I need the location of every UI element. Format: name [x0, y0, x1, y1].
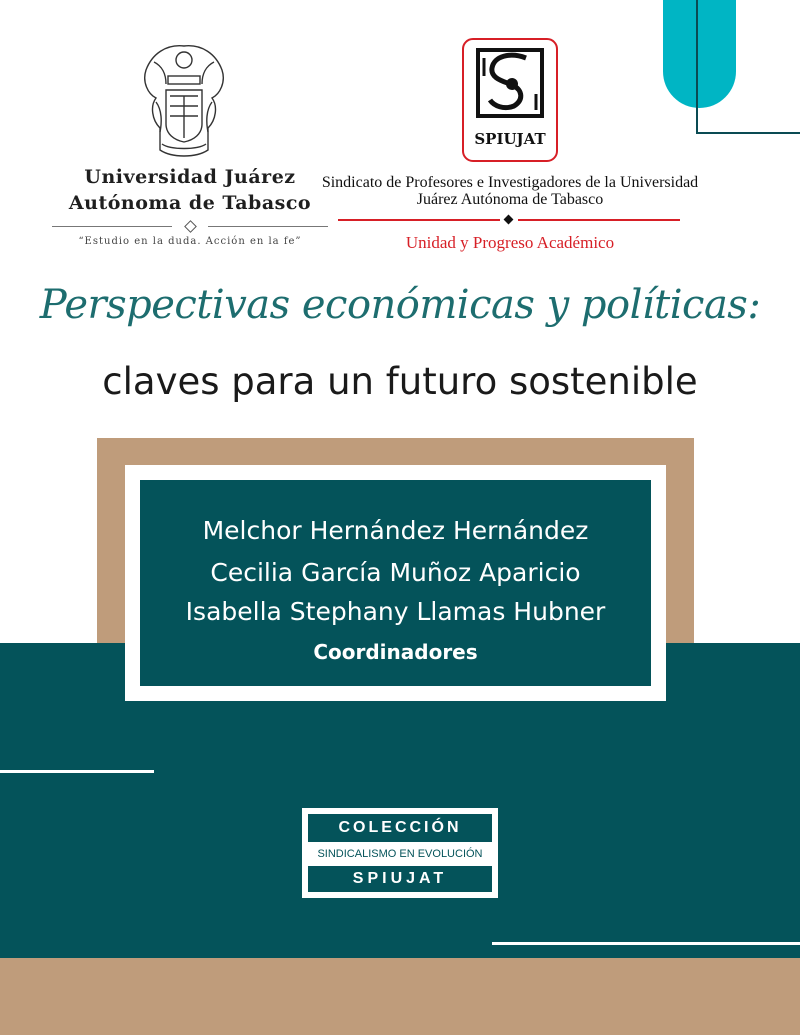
diamond-ornament-icon [504, 215, 514, 225]
spiujat-logo-icon [462, 38, 558, 162]
university-motto: “Estudio en la duda. Acción en la fe” [78, 236, 302, 247]
union-slogan: Unidad y Progreso Académico [405, 233, 615, 252]
author-name: Melchor Hernández Hernández [202, 516, 589, 545]
collection-publisher: SPIUJAT [308, 866, 492, 892]
decorative-tan-footer [0, 958, 800, 1035]
divider [518, 219, 680, 221]
divider [208, 226, 328, 227]
decorative-line [696, 0, 698, 134]
decorative-line [696, 132, 800, 134]
book-title: Perspectivas económicas y políticas: [39, 282, 761, 328]
collection-series: SINDICALISMO EN EVOLUCIÓN [317, 848, 483, 860]
decorative-teal-tab [663, 0, 736, 108]
union-full-name: Sindicato de Profesores e Investigadores de la Universidad Juárez Autónoma de Tabasco [321, 174, 699, 208]
author-name: Cecilia García Muñoz Aparicio [210, 558, 581, 587]
author-role: Coordinadores [313, 640, 478, 664]
divider [338, 219, 500, 221]
author-name: Isabella Stephany Llamas Hubner [185, 597, 606, 626]
decorative-line [492, 942, 800, 945]
decorative-line [0, 770, 154, 773]
collection-badge [302, 808, 498, 898]
university-seal-icon [136, 40, 232, 164]
university-name-line2: Autónoma de Tabasco [68, 192, 312, 214]
collection-label: COLECCIÓN [308, 814, 492, 842]
divider [52, 226, 172, 227]
book-subtitle: claves para un futuro sostenible [102, 360, 698, 403]
diamond-ornament-icon [184, 220, 197, 233]
university-name-line1: Universidad Juárez [84, 166, 296, 188]
spiujat-logo-text: SPIUJAT [474, 130, 546, 148]
